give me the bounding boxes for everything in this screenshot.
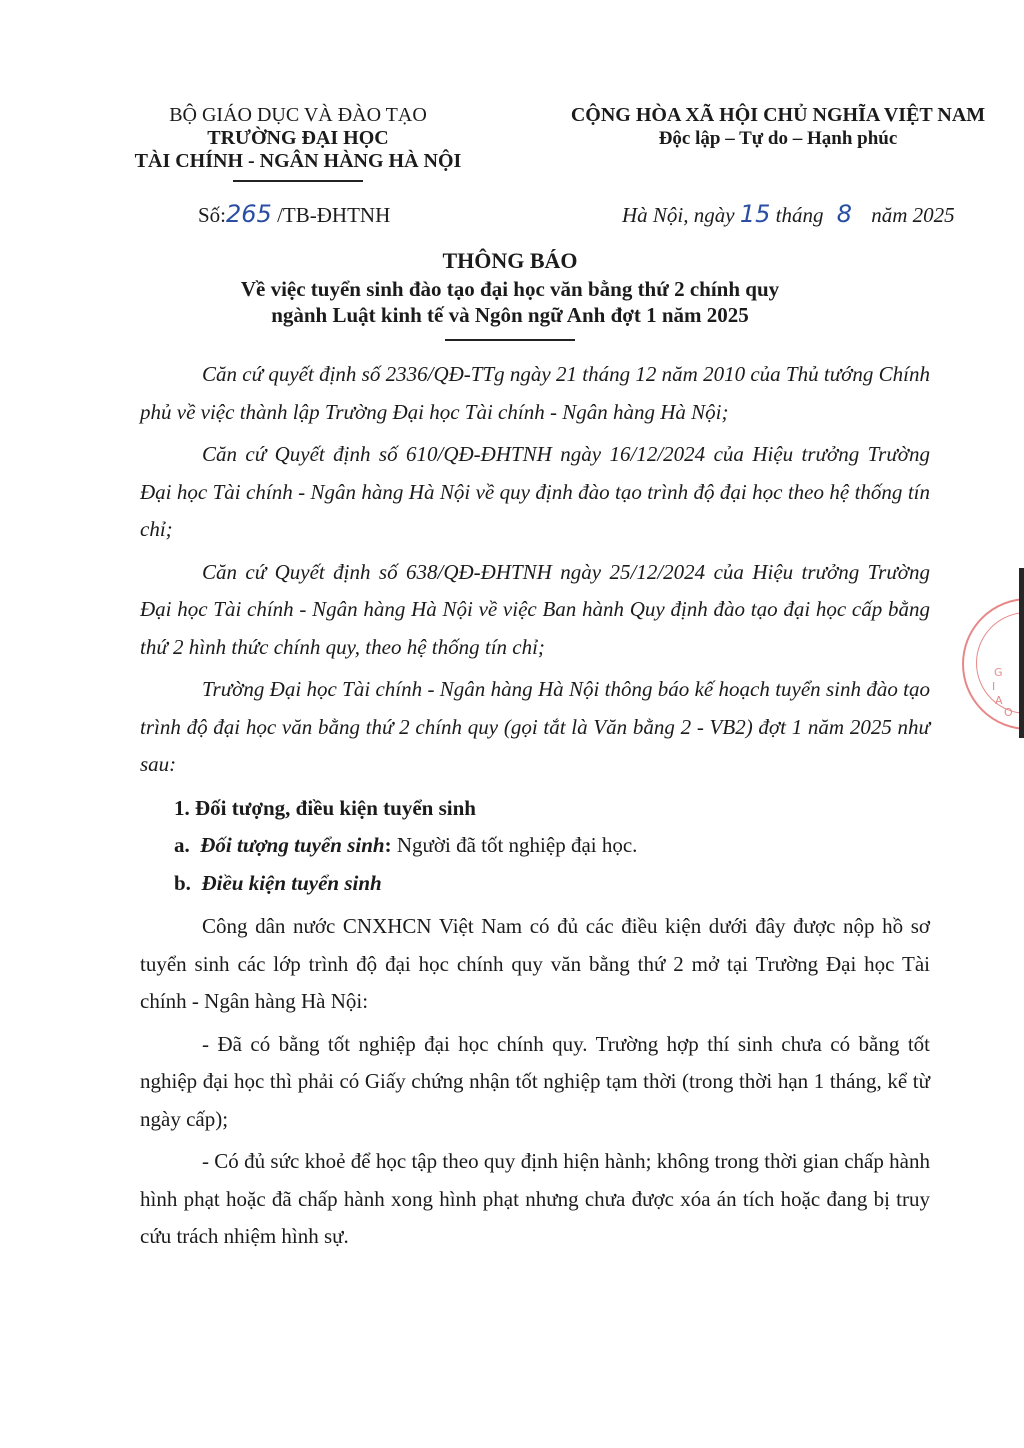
preamble-paragraph: Căn cứ Quyết định số 638/QĐ-ĐHTNH ngày 25/12/2024 của Hiệu trưởng Trường Đại học Tài chính - Ngân hàng Hà Nội về việc Ban hành Quy định đào tạo đại học cấp bằng thứ 2 hình thức chính quy, theo hệ thống tín chỉ; — [140, 559, 930, 659]
ministry-name: BỘ GIÁO DỤC VÀ ĐÀO TẠO — [169, 104, 427, 126]
document-number — [198, 200, 390, 228]
subsection-a-colon: : — [384, 833, 392, 857]
number-prefix: Số: — [198, 203, 227, 227]
title-divider — [445, 339, 575, 341]
document-date — [622, 200, 955, 228]
handwritten-number: 265 — [226, 200, 272, 228]
title-heading: THÔNG BÁO — [442, 248, 578, 273]
subsection-b-label: b. — [174, 870, 191, 895]
official-seal — [962, 598, 1024, 730]
section-heading: 1. Đối tượng, điều kiện tuyển sinh — [174, 795, 476, 820]
date-prefix: Hà Nội, ngày — [622, 203, 735, 227]
seal-letter: A — [995, 694, 1003, 707]
title-line2: ngành Luật kinh tế và Ngôn ngữ Anh đợt 1 năm 2025 — [271, 303, 749, 327]
seal-letter: I — [992, 680, 996, 693]
page-edge-mark — [1019, 568, 1024, 738]
subsection-b-title: Điều kiện tuyển sinh — [201, 870, 382, 895]
subsection-a-title: Đối tượng tuyển sinh — [200, 833, 385, 857]
document-title — [130, 248, 890, 328]
year-text: năm 2025 — [871, 203, 955, 227]
nation-name: CỘNG HÒA XÃ HỘI CHỦ NGHĨA VIỆT NAM — [570, 104, 986, 126]
nation-header — [555, 104, 1001, 150]
subsection-a-label: a. — [174, 833, 190, 857]
preamble-paragraph: Căn cứ quyết định số 2336/QĐ-TTg ngày 21 tháng 12 năm 2010 của Thủ tướng Chính phủ về việc thành lập Trường Đại học Tài chính - Ngân hàng Hà Nội; — [140, 362, 930, 424]
subsection-a-text: Người đã tốt nghiệp đại học. — [391, 833, 638, 857]
title-line1: Về việc tuyển sinh đào tạo đại học văn bằng thứ 2 chính quy — [240, 277, 780, 301]
seal-letter: O — [1004, 706, 1013, 719]
condition-item: - Đã có bằng tốt nghiệp đại học chính quy. Trường hợp thí sinh chưa có bằng tốt nghiệp đại học thì phải có Giấy chứng nhận tốt nghiệp tạm thời (trong thời hạn 1 tháng, kể từ ngày cấp); — [140, 1031, 930, 1131]
seal-letter: G — [994, 666, 1003, 679]
nation-motto: Độc lập – Tự do – Hạnh phúc — [658, 128, 898, 149]
month-label: tháng — [775, 203, 824, 227]
issuer-divider — [233, 180, 363, 182]
school-name-line2: TÀI CHÍNH - NGÂN HÀNG HÀ NỘI — [134, 150, 462, 172]
issuer-header — [132, 104, 464, 173]
handwritten-month: 8 — [836, 200, 852, 228]
preamble-paragraph: Trường Đại học Tài chính - Ngân hàng Hà Nội thông báo kế hoạch tuyển sinh đào tạo trình độ đại học văn bằng thứ 2 chính quy (gọi tắt là Văn bằng 2 - VB2) đợt 1 năm 2025 như sau: — [140, 677, 930, 776]
subsection-b — [140, 865, 930, 903]
handwritten-day: 15 — [739, 200, 771, 228]
condition-item: - Có đủ sức khoẻ để học tập theo quy định hiện hành; không trong thời gian chấp hành hình phạt hoặc đã chấp hành xong hình phạt nhưng chưa được xóa án tích hoặc đang bị truy cứu trách nhiệm hình sự. — [140, 1149, 930, 1248]
document-body — [140, 356, 930, 1261]
number-suffix: /TB-ĐHTNH — [277, 203, 391, 227]
conditions-intro: Công dân nước CNXHCN Việt Nam có đủ các điều kiện dưới đây được nộp hồ sơ tuyển sinh các lớp trình độ đại học chính quy văn bằng thứ 2 mở tại Trường Đại học Tài chính - Ngân hàng Hà Nội: — [140, 914, 930, 1013]
school-name-line1: TRƯỜNG ĐẠI HỌC — [207, 127, 389, 149]
subsection-a — [140, 827, 930, 865]
preamble-paragraph: Căn cứ Quyết định số 610/QĐ-ĐHTNH ngày 16/12/2024 của Hiệu trưởng Trường Đại học Tài chính - Ngân hàng Hà Nội về quy định đào tạo trình độ đại học theo hệ thống tín chỉ; — [140, 442, 930, 541]
